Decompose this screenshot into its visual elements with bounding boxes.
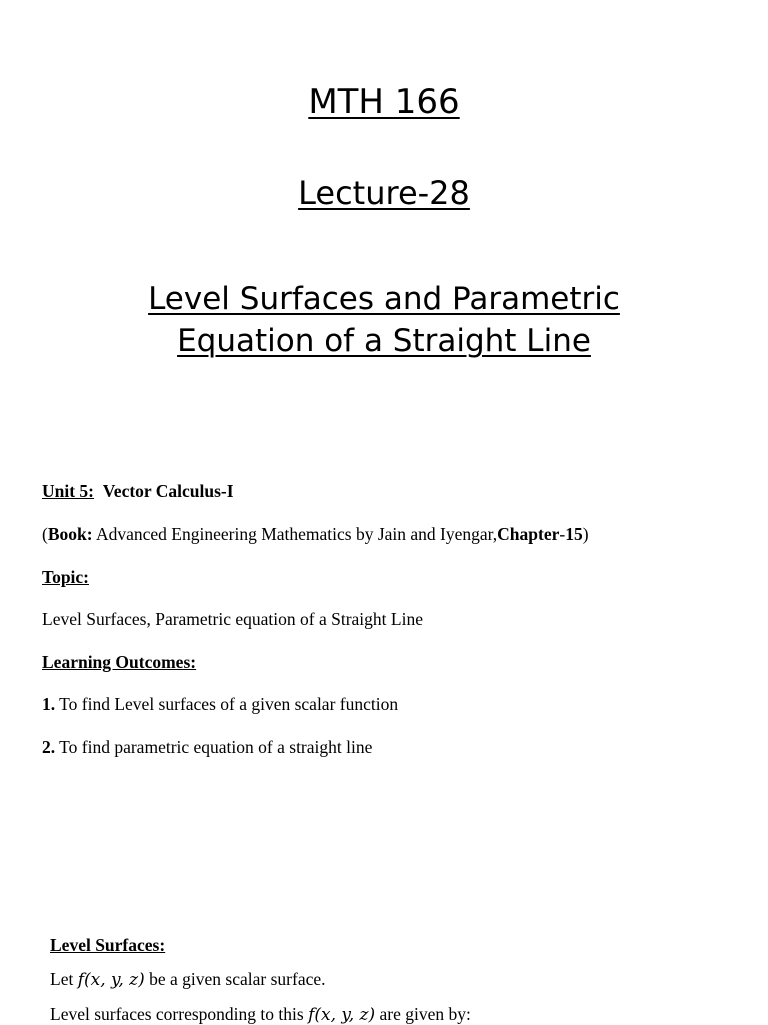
topic-heading: Topic: xyxy=(42,567,90,587)
book-open-paren: ( xyxy=(42,524,48,544)
topic-text: Level Surfaces, Parametric equation of a Straight Line xyxy=(42,609,423,629)
book-text: Advanced Engineering Mathematics by Jain and Iyengar, xyxy=(92,524,498,544)
outcome-item-2 xyxy=(42,737,372,758)
lecture-number: Lecture-28 xyxy=(298,174,470,212)
learning-outcomes-heading: Learning Outcomes: xyxy=(42,652,197,672)
line1-suffix: be a given scalar surface. xyxy=(144,969,326,989)
book-line xyxy=(42,524,589,545)
line1-prefix: Let xyxy=(50,969,78,989)
level-surfaces-heading: Level Surfaces: xyxy=(50,935,166,955)
book-label: Book: xyxy=(47,524,93,544)
level-surfaces-line2 xyxy=(50,1004,471,1025)
line2-prefix: Level surfaces corresponding to this xyxy=(50,1004,309,1024)
line2-suffix: are given by: xyxy=(375,1004,471,1024)
chapter-number: 15 xyxy=(565,524,583,544)
course-code: MTH 166 xyxy=(308,82,460,122)
outcome-item-1 xyxy=(42,694,398,715)
unit-name: Vector Calculus-I xyxy=(102,481,234,501)
unit-line xyxy=(42,481,234,502)
book-close-paren: ) xyxy=(582,524,589,544)
outcome-number: 2. xyxy=(42,737,56,757)
lecture-title-line2: Equation of a Straight Line xyxy=(177,323,591,359)
line1-math: f(x, y, z) xyxy=(77,970,145,990)
outcome-text: To find Level surfaces of a given scalar function xyxy=(55,694,399,714)
line2-math: f(x, y, z) xyxy=(308,1005,376,1025)
outcome-text: To find parametric equation of a straight line xyxy=(55,737,373,757)
lecture-title-line1: Level Surfaces and Parametric xyxy=(148,281,620,317)
unit-label: Unit 5: xyxy=(42,481,95,501)
lecture-title xyxy=(0,278,768,362)
outcome-number: 1. xyxy=(42,694,56,714)
chapter-dash: - xyxy=(559,524,566,544)
chapter-label: Chapter xyxy=(497,524,560,544)
level-surfaces-line1 xyxy=(50,969,326,990)
